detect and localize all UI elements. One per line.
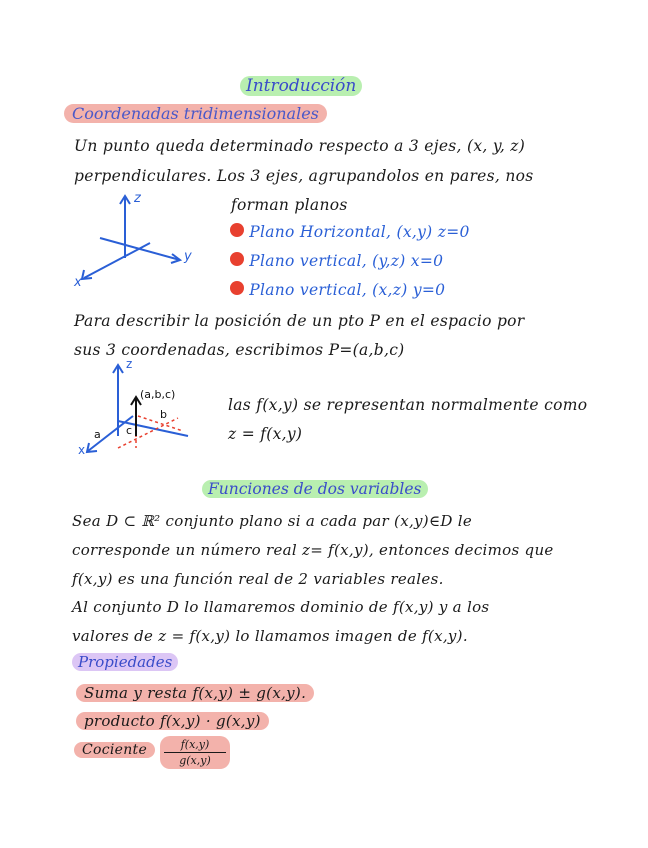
z-label: z [126, 357, 133, 371]
point-diagram [78, 356, 198, 461]
point-label: (a,b,c) [140, 388, 176, 401]
fraction-numerator: f(x,y) [180, 738, 210, 751]
page-title [240, 76, 362, 96]
page-title-text: Introducción [246, 76, 357, 96]
property-producto: producto f(x,y) · g(x,y) [76, 712, 269, 730]
y-label: y [184, 249, 192, 264]
paragraph-line: f(x,y) es una función real de 2 variables reales. [72, 570, 444, 588]
x-label: x [78, 443, 86, 457]
property-cociente-label: Cociente [74, 742, 155, 758]
a-label: a [94, 428, 101, 441]
paragraph-line: Sea D ⊂ ℝ² conjunto plano si a cada par (x,y)∈D le [72, 512, 473, 530]
x-axis [84, 243, 150, 278]
paragraph-line: sus 3 coordenadas, escribimos P=(a,b,c) [74, 341, 405, 359]
paragraph-line: corresponde un número real z= f(x,y), entonces decimos que [72, 541, 554, 559]
properties-heading-text: Propiedades [78, 653, 173, 671]
fraction-denominator: g(x,y) [179, 754, 211, 767]
b-label: b [160, 408, 167, 421]
plane-item [230, 252, 443, 270]
axes-diagram [70, 188, 200, 288]
plane-item-label: Plano vertical, (y,z) x=0 [249, 252, 444, 270]
x-label: x [74, 275, 82, 288]
paragraph-line: Un punto queda determinado respecto a 3 ejes, (x, y, z) [74, 137, 526, 155]
paragraph-line: Al conjunto D lo llamaremos dominio de f(x,y) y a los [72, 598, 490, 616]
paragraph-line: Para describir la posición de un pto P en el espacio por [74, 312, 525, 330]
c-label: c [126, 424, 133, 437]
section-heading-text: Funciones de dos variables [208, 480, 422, 498]
paragraph-line: las f(x,y) se representan normalmente como [228, 396, 588, 414]
section-heading-coordinates [64, 104, 327, 123]
bullet-dot-icon [230, 223, 244, 237]
property-cociente-fraction [160, 736, 230, 769]
properties-heading [72, 653, 178, 671]
z-label: z [134, 191, 141, 206]
plane-item [230, 223, 470, 241]
plane-item-label: Plano Horizontal, (x,y) z=0 [249, 223, 470, 241]
plane-item-label: Plano vertical, (x,z) y=0 [249, 281, 446, 299]
bullet-dot-icon [230, 252, 244, 266]
section-heading-functions [202, 480, 428, 498]
fraction-bar [164, 752, 226, 753]
paragraph-line: perpendiculares. Los 3 ejes, agrupandolos en pares, nos [74, 167, 534, 185]
property-suma: Suma y resta f(x,y) ± g(x,y). [76, 684, 314, 702]
paragraph-line: valores de z = f(x,y) lo llamamos imagen de f(x,y). [72, 627, 468, 645]
bullet-dot-icon [230, 281, 244, 295]
paragraph-line: forman planos [231, 196, 348, 214]
section-heading-text: Coordenadas tridimensionales [72, 104, 319, 123]
paragraph-line: z = f(x,y) [228, 425, 303, 443]
plane-item [230, 281, 445, 299]
